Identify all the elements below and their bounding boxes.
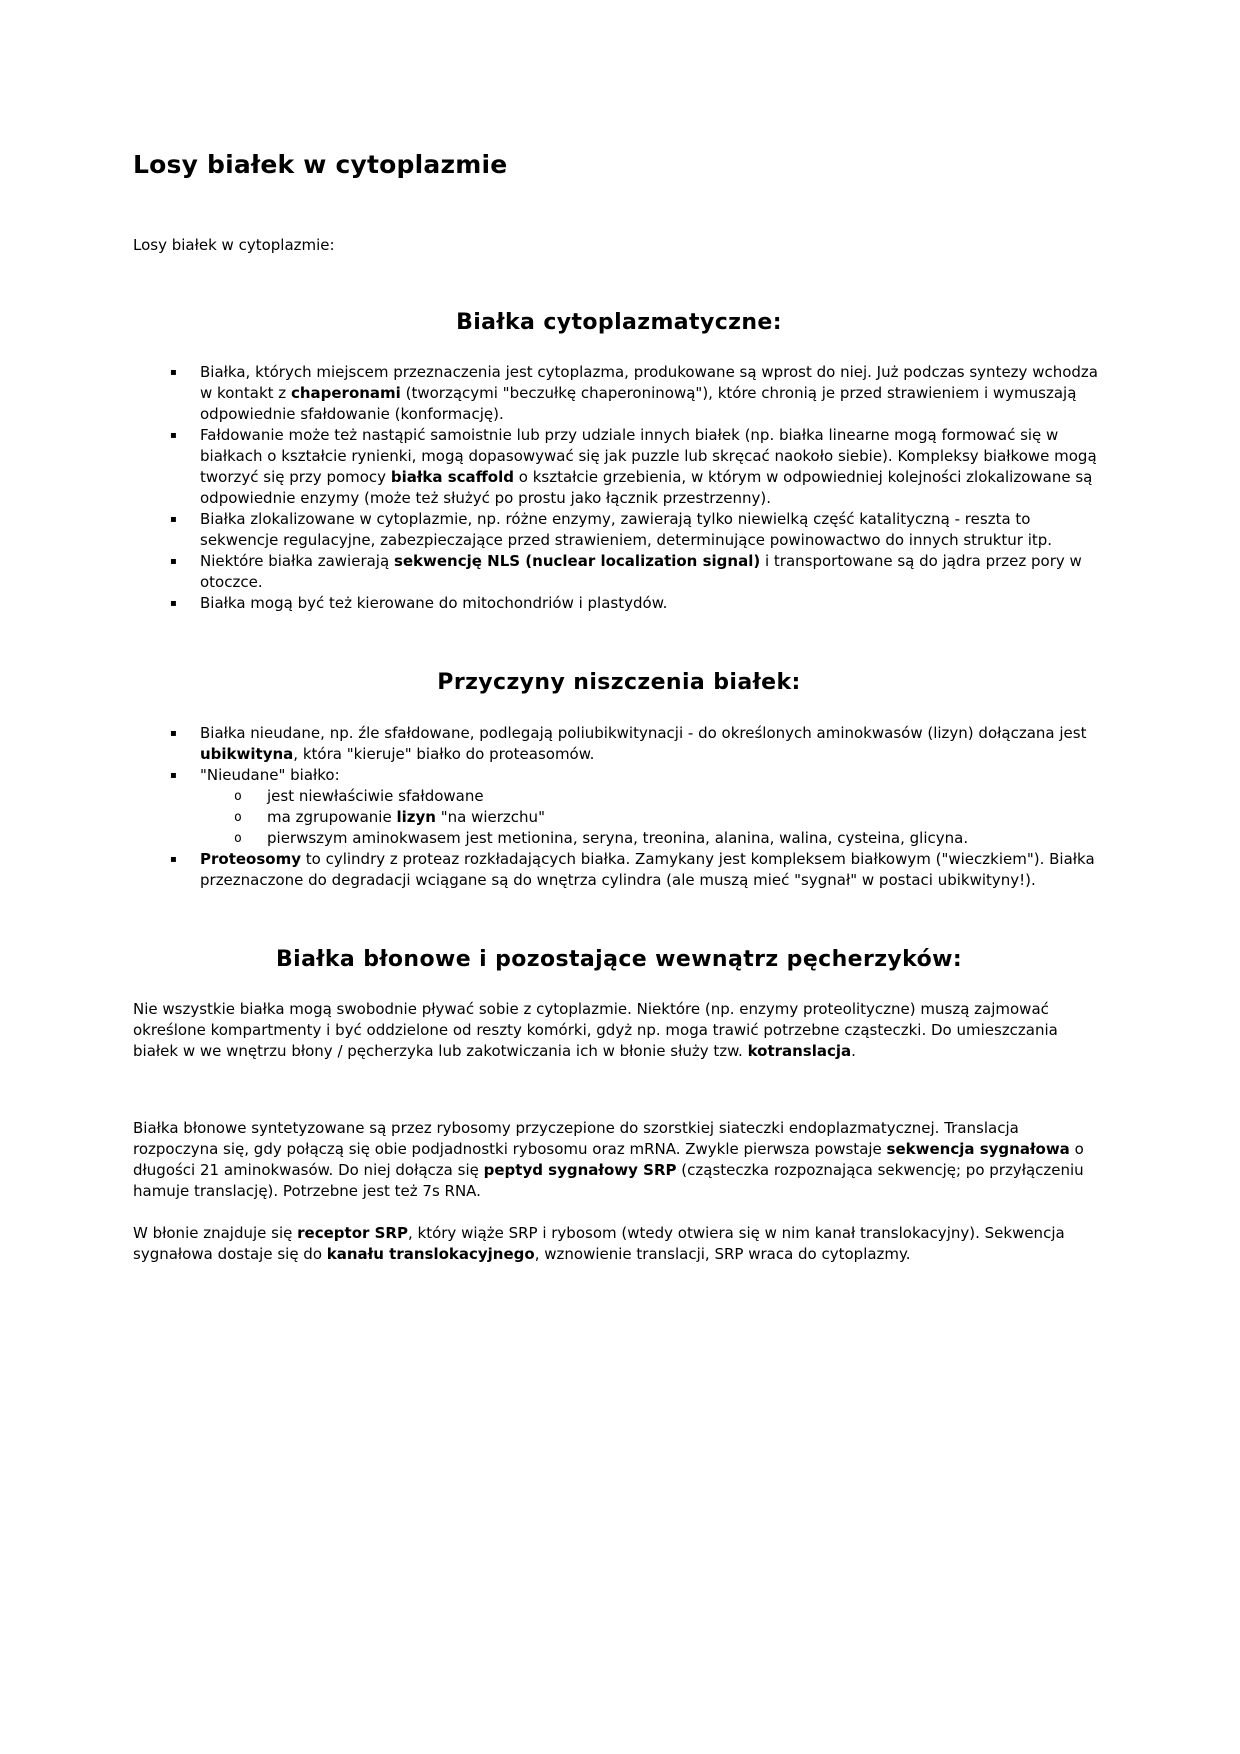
bold-term: ubikwityna [200,744,294,763]
bullet-text [200,724,1086,763]
text-run: "na wierzchu" [435,807,545,826]
square-bullet-icon: ▪ [170,367,177,379]
bold-term: sekwencja sygnałowa [886,1140,1070,1159]
text-run: Białka zlokalizowane w cytoplazmie, np. różne enzymy, zawierają tylko niewielką część katalityczną - reszta to sekwencje regulacyjne, zabezpieczające przed strawieniem, determinujące powinowactwo do innych struktur itp. [200,510,1053,550]
text-run: Białka nieudane, np. źle sfałdowane, podlegają poliubikwitynacji - do określonych aminokwasów (lizyn) dołączana jest [200,723,1087,742]
section-heading: Białka cytoplazmatyczne: [456,310,782,335]
text-run: Nie wszystkie białka mogą swobodnie pływać sobie z cytoplazmie. Niektóre (np. enzymy proteolityczne) muszą zajmować określone kompartmenty i być oddzielone od reszty komórki, gdyż np. moga trawić potrzebne cząsteczki. Do umieszczania białek w we wnętrzu błony / pęcherzyka lub zakotwiczania ich w błonie służy tzw. [133,1000,1058,1061]
bullet-text [200,363,1098,423]
bullet-text [200,766,340,784]
bold-term: sekwencję NLS (nuclear localization signal) [393,552,761,571]
text-run: "Nieudane" białko: [200,765,340,784]
circle-bullet-icon: o [234,788,242,804]
text-run: W błonie znajduje się [133,1224,298,1243]
intro-line: Losy białek w cytoplazmie: [133,236,335,254]
bold-term: kotranslacja [747,1042,852,1061]
text-run: pierwszym aminokwasem jest metionina, seryna, treonina, alanina, walina, cysteina, glicyna. [267,828,969,847]
bold-term: chaperonami [290,384,401,403]
bullet-text [200,426,1097,507]
text-run: to cylindry z proteaz rozkładających białka. Zamykany jest kompleksem białkowym ("wieczkiem"). Białka przeznaczone do degradacji wciągane są do wnętrza cylindra (ale muszą mieć "sygnał" w postaci ubikwityny!). [200,849,1095,889]
text-run: o kształcie grzebienia, w którym w odpowiedniej kolejności zlokalizowane są odpowiednie enzymy (może też służyć po prostu jako łącznik przestrzenny). [200,468,1093,508]
square-bullet-icon: ▪ [170,430,177,442]
sub-bullet-text [267,808,545,826]
bullet-text [200,552,1082,591]
bullet-item [133,723,1105,765]
text-run: jest niewłaściwie sfałdowane [267,786,484,805]
bold-term: kanału translokacyjnego [326,1245,535,1264]
text-run: , który wiąże SRP i rybosom (wtedy otwiera się w nim kanał translokacyjny). Sekwencja sygnałowa dostaje się do [133,1224,1065,1264]
text-run: Białka błonowe syntetyzowane są przez rybosomy przyczepione do szorstkiej siateczki endoplazmatycznej. Translacja rozpoczyna się, gdy połączą się obie podjadnostki rybosomu oraz mRNA. Zwykle pierwsza powstaje [133,1119,1019,1159]
circle-bullet-icon: o [234,809,242,825]
square-bullet-icon: ▪ [170,727,177,739]
bold-term: peptyd sygnałowy SRP [483,1161,677,1180]
text-run: . [851,1042,856,1061]
bullet-text [200,510,1052,549]
paragraph [133,1223,1105,1265]
paragraph-group [133,999,1105,1265]
square-bullet-icon: ▪ [170,556,177,568]
text-run: i transportowane są do jądra przez pory w otoczce. [200,552,1082,592]
square-bullet-icon: ▪ [170,598,177,610]
bullet-item [133,593,1105,614]
document-body [133,310,1105,1265]
circle-bullet-icon: o [234,830,242,846]
bullet-item [133,425,1105,509]
bold-term: receptor SRP [297,1224,408,1243]
text-run: ma zgrupowanie [267,807,397,826]
square-bullet-icon: ▪ [170,514,177,526]
bullet-list [133,723,1105,891]
square-bullet-icon: ▪ [170,853,177,865]
text-run: Fałdowanie może też nastąpić samoistnie lub przy udziale innych białek (np. białka linearne mogą formować się w białkach o kształcie rynienki, mogą dopasowywać się jak puzzle lub skręcać naokoło siebie). Kompleksy białkowe mogą tworzyć się przy pomocy [200,426,1097,487]
paragraph [133,999,1105,1062]
sub-bullet-text [267,787,484,805]
section-heading: Przyczyny niszczenia białek: [437,670,801,696]
square-bullet-icon: ▪ [170,769,177,781]
text-run: (cząsteczka rozpoznająca sekwencję; po przyłączeniu hamuje translację). Potrzebne jest też 7s RNA. [133,1161,1084,1201]
page-title: Losy białek w cytoplazmie [133,150,508,179]
bullet-item [133,551,1105,593]
text-run: , wznowienie translacji, SRP wraca do cytoplazmy. [534,1245,911,1264]
bullet-item [133,849,1105,891]
paragraph [133,1118,1105,1202]
text-run: Białka, których miejscem przeznaczenia jest cytoplazma, produkowane są wprost do niej. Już podczas syntezy wchodza w kontakt z [200,363,1098,403]
text-run: Białka mogą być też kierowane do mitochondriów i plastydów. [200,594,668,613]
sub-bullet-text [267,829,968,847]
sub-bullet-item [200,807,1105,828]
bold-term: lizyn [396,807,436,826]
bullet-list [133,362,1105,614]
bullet-text [200,594,667,612]
sub-bullet-item [200,786,1105,807]
text-run: , która "kieruje" białko do proteasomów. [293,744,595,763]
bullet-item [133,509,1105,551]
text-run: Niektóre białka zawierają [200,552,394,571]
sub-bullet-list [200,786,1105,849]
bullet-item [133,362,1105,425]
bold-term: Proteosomy [200,849,301,868]
sub-bullet-item [200,828,1105,849]
bullet-item [133,765,1105,849]
bullet-text [200,850,1095,889]
text-run: (tworzącymi "beczułkę chaperoninową"), które chronią je przed strawieniem i wymuszają odpowiednie sfałdowanie (konformację). [200,384,1077,424]
bold-term: białka scaffold [390,468,514,487]
text-run: o długości 21 aminokwasów. Do niej dołącza się [133,1140,1084,1180]
section-heading: Białka błonowe i pozostające wewnątrz pęcherzyków: [275,946,963,972]
